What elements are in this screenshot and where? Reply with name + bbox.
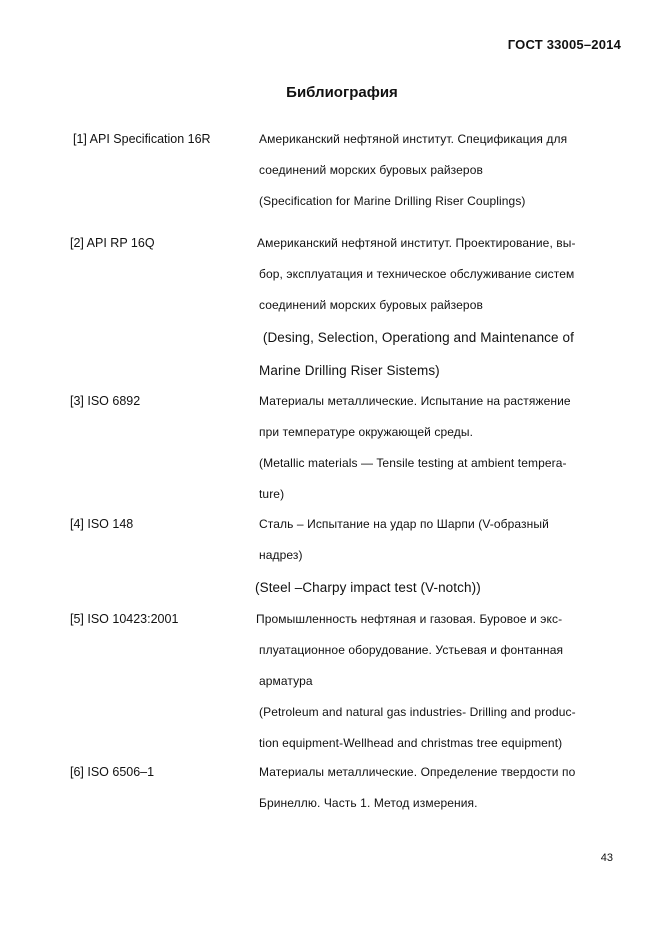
reference-description xyxy=(257,228,617,387)
description-line: надрез) xyxy=(259,548,303,562)
description-line: (Steel –Charpy impact test (V-notch)) xyxy=(255,580,481,595)
description-line: (Desing, Selection, Operationg and Maintenance of xyxy=(259,330,574,345)
reference-id: [1] API Specification 16R xyxy=(73,132,211,146)
page-title: Библиография xyxy=(286,84,398,101)
description-line: Материалы металлические. Испытание на растяжение xyxy=(259,394,571,408)
reference-id: [5] ISO 10423:2001 xyxy=(70,612,179,626)
page-number: 43 xyxy=(600,852,613,864)
reference-description xyxy=(259,124,619,217)
description-line: соединений морских буровых райзеров xyxy=(259,163,483,177)
description-line: (Metallic materials — Tensile testing at ambient tempera- xyxy=(259,456,567,470)
description-line: Бринеллю. Часть 1. Метод измерения. xyxy=(259,796,478,810)
reference-description xyxy=(255,509,619,604)
description-line: Marine Drilling Riser Sistems) xyxy=(259,363,440,378)
description-line: при температуре окружающей среды. xyxy=(259,425,474,439)
description-line: Материалы металлические. Определение твердости по xyxy=(259,765,576,779)
description-line: Промышленность нефтяная и газовая. Буровое и экс- xyxy=(256,612,563,626)
description-line: бор, эксплуатация и техническое обслуживание систем xyxy=(259,267,575,281)
description-line: Американский нефтяной институт. Проектирование, вы- xyxy=(257,236,576,250)
reference-description xyxy=(259,386,619,510)
reference-description xyxy=(256,604,616,759)
description-line: (Petroleum and natural gas industries- Drilling and produc- xyxy=(259,705,576,719)
description-line: Сталь – Испытание на удар по Шарпи (V-образный xyxy=(259,517,549,531)
reference-description xyxy=(259,757,619,819)
description-line: соединений морских буровых райзеров xyxy=(259,298,483,312)
reference-id: [3] ISO 6892 xyxy=(70,394,141,408)
reference-id: [2] API RP 16Q xyxy=(70,236,155,250)
document-standard-header: ГОСТ 33005–2014 xyxy=(507,37,621,52)
description-line: плуатационное оборудование. Устьевая и фонтанная xyxy=(259,643,564,657)
description-line: ture) xyxy=(259,487,285,501)
reference-id: [6] ISO 6506–1 xyxy=(70,765,155,779)
description-line: Американский нефтяной институт. Спецификация для xyxy=(259,132,568,146)
description-line: (Specification for Marine Drilling Riser Couplings) xyxy=(259,194,526,208)
description-line: арматура xyxy=(259,674,313,688)
reference-id: [4] ISO 148 xyxy=(70,517,134,531)
description-line: tion equipment-Wellhead and christmas tree equipment) xyxy=(259,736,563,750)
